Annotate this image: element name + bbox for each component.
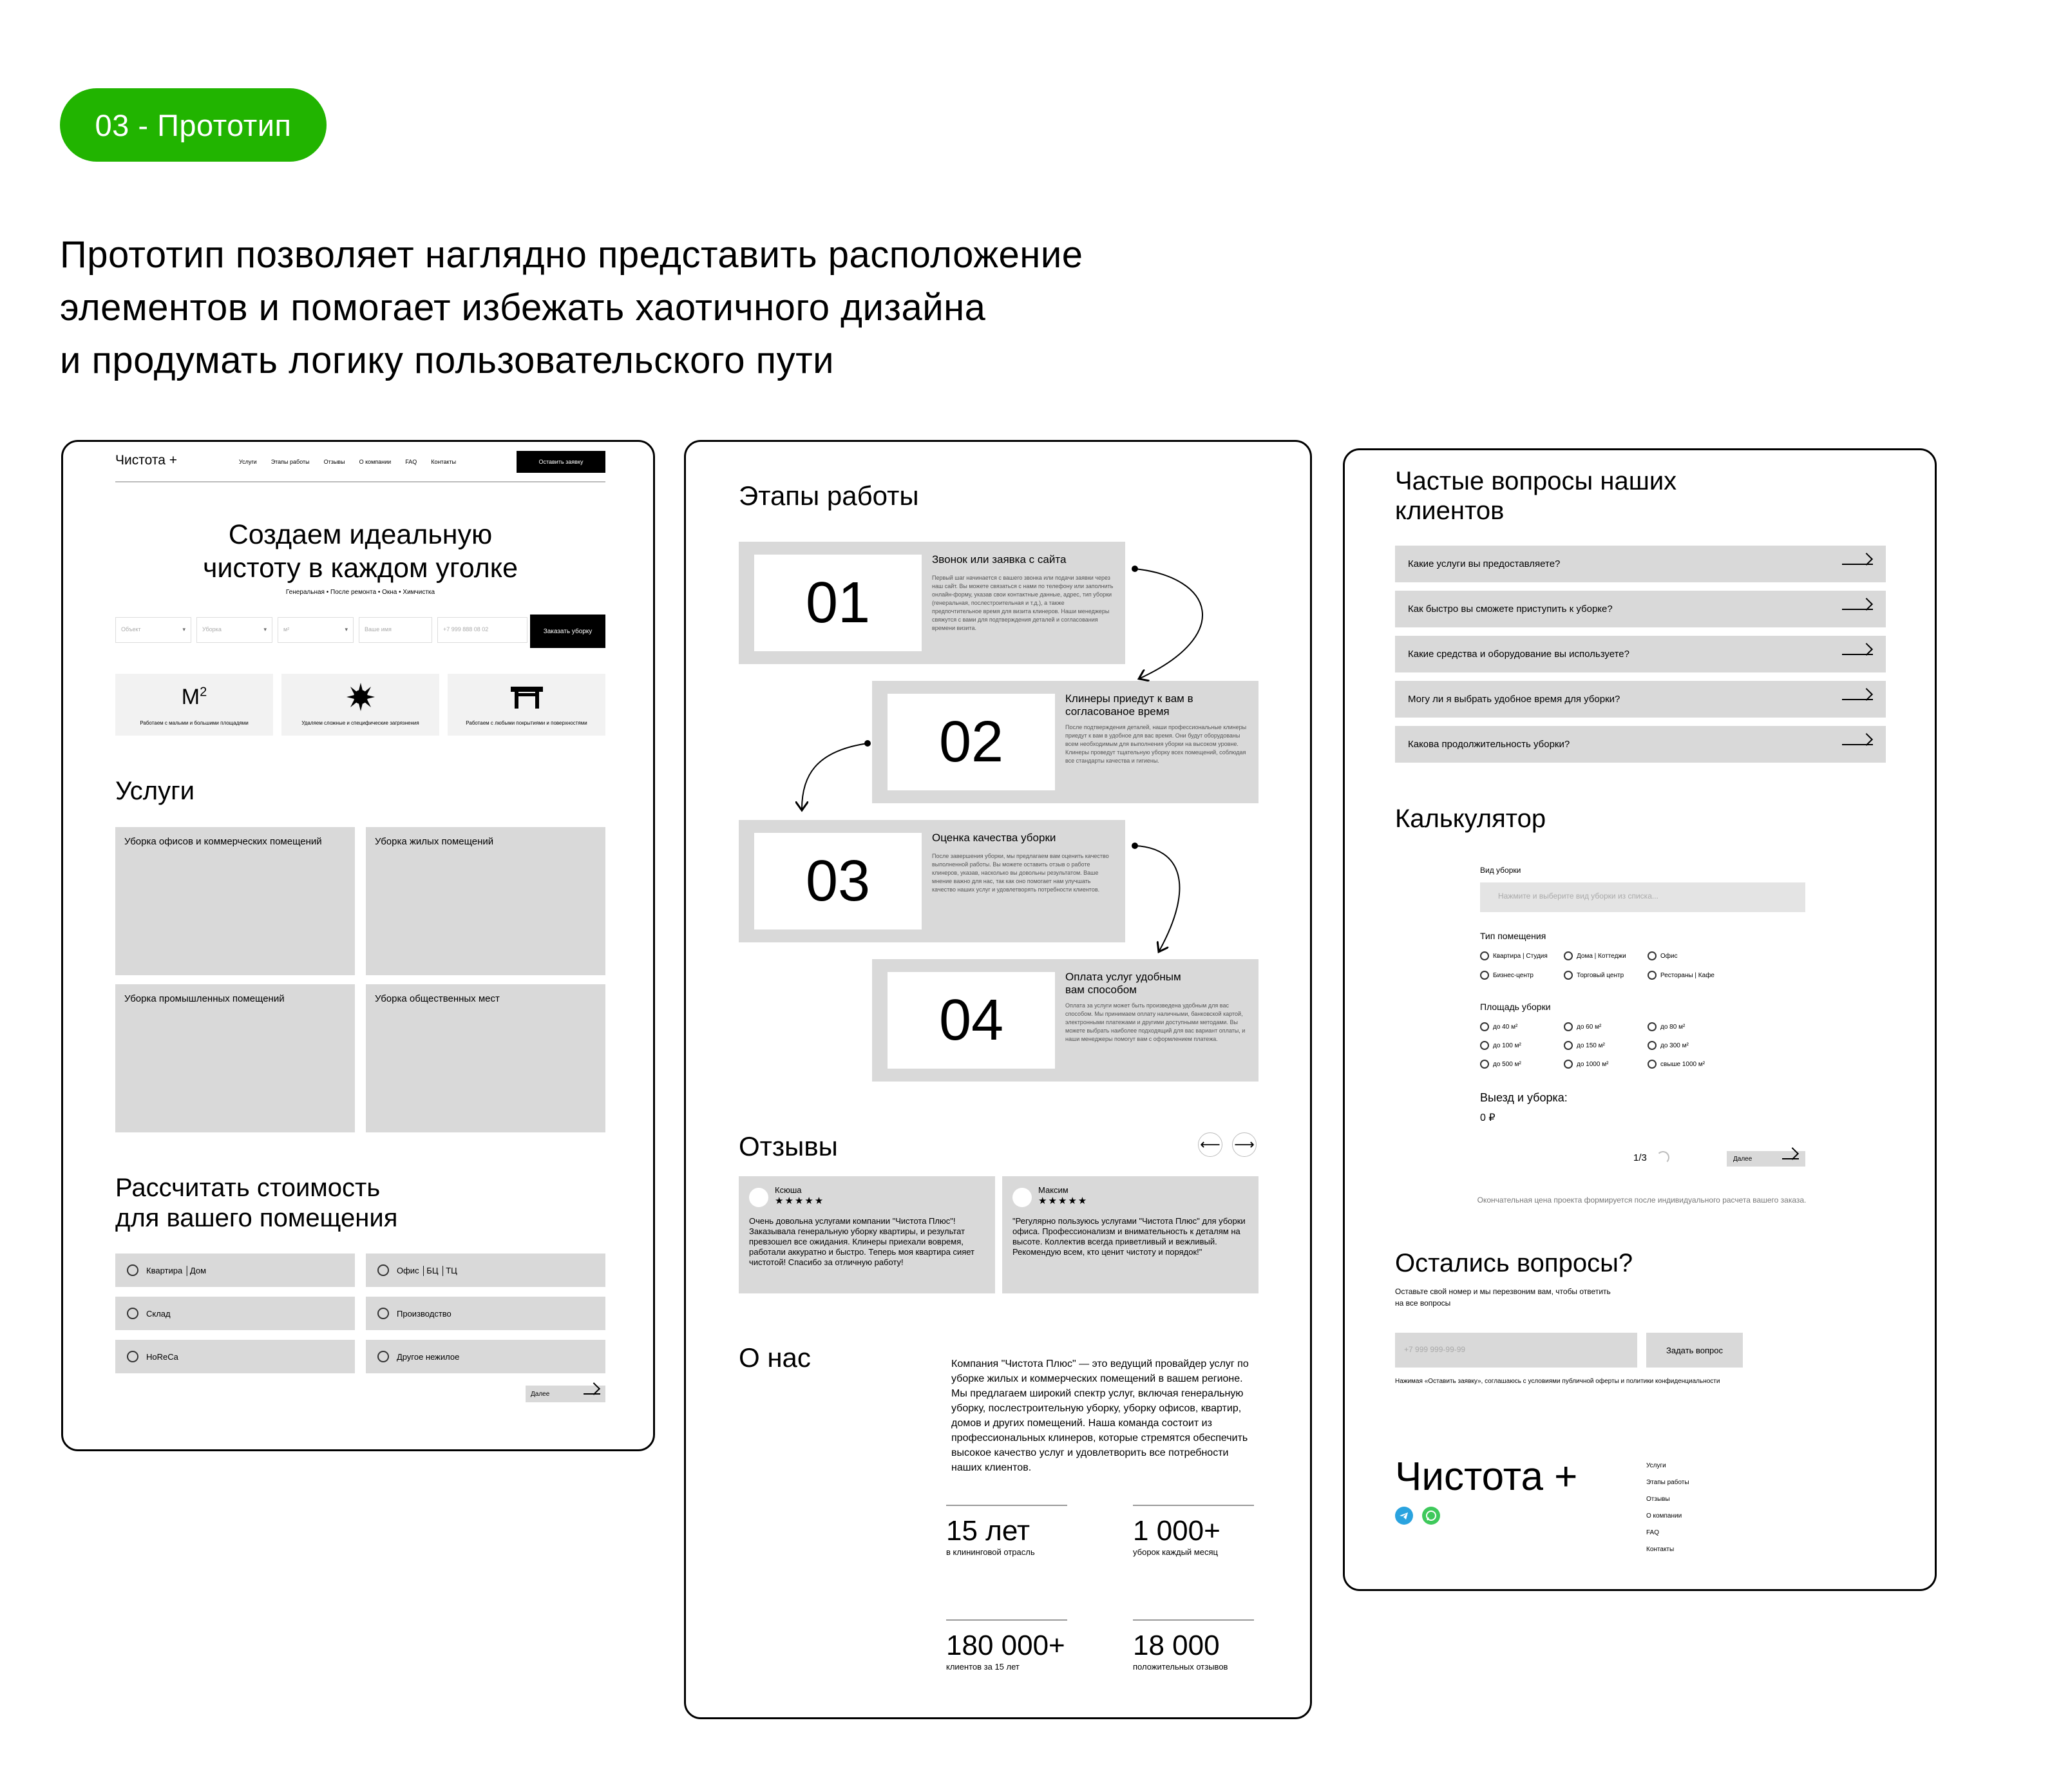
arrow-right-icon bbox=[1842, 744, 1873, 745]
arrow-right-icon bbox=[1842, 564, 1873, 565]
next-button[interactable]: Далее bbox=[1727, 1151, 1805, 1167]
radio-button[interactable] bbox=[377, 1264, 389, 1276]
step-title: Звонок или заявка с сайта bbox=[932, 553, 1067, 566]
room-radio[interactable]: Квартира | Студия bbox=[1480, 951, 1548, 960]
star-rating: ★★★★★ bbox=[775, 1196, 825, 1206]
whatsapp-icon[interactable] bbox=[1422, 1507, 1440, 1525]
arrow-right-icon bbox=[1842, 699, 1873, 700]
cleaning-type-select[interactable]: Нажмите и выберите вид уборки из списка... bbox=[1480, 882, 1805, 912]
service-card[interactable]: Уборка жилых помещений bbox=[366, 827, 605, 975]
calculator-title: Калькулятор bbox=[1395, 805, 1546, 833]
faq-item[interactable]: Какова продолжительность уборки? bbox=[1395, 726, 1886, 763]
questions-title: Остались вопросы? bbox=[1395, 1249, 1633, 1277]
step-number: 02 bbox=[888, 694, 1055, 790]
footer-nav-item[interactable]: Этапы работы bbox=[1646, 1479, 1689, 1486]
prev-arrow-button[interactable]: ⟵ bbox=[1198, 1132, 1222, 1157]
room-radio[interactable]: Офис bbox=[1648, 951, 1678, 960]
review-author: Ксюша bbox=[775, 1185, 802, 1195]
area-radio[interactable]: до 60 м² bbox=[1564, 1022, 1601, 1031]
logo[interactable]: Чистота + bbox=[115, 453, 177, 468]
stat-item: 1 000+ уборок каждый месяц bbox=[1133, 1505, 1254, 1557]
leave-request-button[interactable]: Оставить заявку bbox=[517, 451, 605, 473]
table-icon bbox=[448, 683, 605, 711]
service-card[interactable]: Уборка офисов и коммерческих помещений bbox=[115, 827, 355, 975]
nav-item[interactable]: Услуги bbox=[239, 459, 257, 465]
arrow-right-icon bbox=[1842, 609, 1873, 610]
phone-input[interactable]: +7 999 999-99-99 bbox=[1395, 1333, 1637, 1368]
telegram-icon[interactable] bbox=[1395, 1507, 1413, 1525]
arrow-right-icon bbox=[584, 1393, 600, 1395]
area-select[interactable]: м² ▾ bbox=[278, 617, 354, 643]
type-label: Вид уборки bbox=[1480, 866, 1521, 875]
about-title: О нас bbox=[739, 1342, 811, 1373]
nav-item[interactable]: Этапы работы bbox=[271, 459, 310, 465]
faq-item[interactable]: Могу ли я выбрать удобное время для уборки? bbox=[1395, 681, 1886, 718]
arrow-right-icon bbox=[1782, 1158, 1799, 1159]
radio-button[interactable] bbox=[127, 1308, 138, 1319]
avatar bbox=[749, 1188, 768, 1207]
review-card bbox=[739, 1176, 995, 1293]
step-text: Оплата за услуги может быть произведена удобным для вас способом. Мы принимаем оплату наличными, банковской картой, электронными платежами и другими доступными методами. Вы можете выбрать наиболее подходящий для вас вариант оплаты, и наши менеджеры помогут вам с оформлением платежа. bbox=[1065, 1002, 1246, 1042]
footer-logo[interactable]: Чистота + bbox=[1395, 1454, 1578, 1499]
step-text: Первый шаг начинается с вашего звонка или подачи заявки через наш сайт. Вы можете связаться с нами по телефону или заполнить онлайн-форму, указав свои контактные данные, адрес, тип уборки (генеральная, послестроительная и т.д.), а также предпочтительное время для визита клинеров. Наши менеджеры свяжутся с вами для подтверждения деталей и согласования времени визита. bbox=[932, 575, 1114, 631]
footer-nav-item[interactable]: Контакты bbox=[1646, 1546, 1675, 1553]
review-author: Максим bbox=[1038, 1185, 1068, 1195]
progress-icon bbox=[1657, 1151, 1669, 1164]
area-radio[interactable]: свыше 1000 м² bbox=[1648, 1060, 1705, 1069]
room-radio[interactable]: Торговый центр bbox=[1564, 971, 1624, 980]
step-title: Клинеры приедут к вам в согласованое время bbox=[1065, 692, 1193, 718]
reviews-title: Отзывы bbox=[739, 1131, 838, 1161]
footer-nav bbox=[1646, 1458, 1689, 1558]
nav-item[interactable]: Контакты bbox=[431, 459, 457, 465]
nav-item[interactable]: О компании bbox=[359, 459, 392, 465]
questions-text: Оставьте свой номер и мы перезвоним вам, чтобы ответить на все вопросы bbox=[1395, 1287, 1611, 1308]
intro-text: Прототип позволяет наглядно представить расположение элементов и помогает избежать хаотичного дизайна и продумать логику пользовательского пути bbox=[60, 234, 1083, 381]
step-number: 03 bbox=[754, 833, 922, 929]
room-radio[interactable]: Бизнес-центр bbox=[1480, 971, 1534, 980]
room-radio[interactable]: Дома | Коттеджи bbox=[1564, 951, 1626, 960]
prototype-faq-panel bbox=[1343, 448, 1937, 1591]
order-cleaning-button[interactable]: Заказать уборку bbox=[530, 615, 605, 648]
star-rating: ★★★★★ bbox=[1038, 1196, 1088, 1206]
price-note: Окончательная цена проекта формируется после индивидуального расчета вашего заказа. bbox=[1477, 1196, 1807, 1205]
area-radio[interactable]: до 1000 м² bbox=[1564, 1060, 1608, 1069]
step-number: 04 bbox=[888, 972, 1055, 1069]
services-title: Услуги bbox=[115, 777, 195, 805]
step-text: После завершения уборки, мы предлагаем вам оценить качество выполненной работы. Вы можете оставить отзыв о работе клинеров, указав, насколько вы довольны результатом. Ваше мнение важно для нас, так как оно помогает нам улучшать качество наших услуг и удовлетворять потребности клиентов. bbox=[932, 853, 1109, 893]
result-value: 0 ₽ bbox=[1480, 1112, 1496, 1123]
radio-button[interactable] bbox=[377, 1308, 389, 1319]
service-card[interactable]: Уборка общественных мест bbox=[366, 984, 605, 1132]
area-radio[interactable]: до 300 м² bbox=[1648, 1041, 1689, 1050]
nav-item[interactable]: Отзывы bbox=[323, 459, 345, 465]
area-label: Площадь уборки bbox=[1480, 1002, 1551, 1012]
calc-title: Рассчитать стоимость для вашего помещения bbox=[115, 1174, 398, 1232]
hero-title: Создаем идеальную чистоту в каждом уголке bbox=[203, 519, 518, 584]
step-text: После подтверждения деталей, наши профессиональные клинеры приедут к вам в удобное для вас время. Они будут оборудованы всем необходимым для выполнения уборки на высоком уровне. Клинеры проведут тщательную уборку всех помещений, соблюдая все стандарты качества и гигиены. bbox=[1065, 724, 1247, 764]
footer-nav-item[interactable]: Отзывы bbox=[1646, 1496, 1670, 1503]
footer-nav-item[interactable]: FAQ bbox=[1646, 1529, 1660, 1536]
prototype-home-panel bbox=[61, 440, 655, 1451]
cleaning-select[interactable]: Уборка ▾ bbox=[196, 617, 272, 643]
nav-item[interactable]: FAQ bbox=[405, 459, 417, 465]
stat-item: 18 000 положительных отзывов bbox=[1133, 1619, 1254, 1672]
radio-button[interactable] bbox=[127, 1351, 138, 1362]
room-type-label: Тип помещения bbox=[1480, 931, 1546, 941]
splat-icon bbox=[281, 683, 439, 711]
footer-nav-item[interactable]: О компании bbox=[1646, 1512, 1682, 1520]
m2-icon: $M^2$ bbox=[181, 684, 207, 709]
name-input[interactable]: Ваше имя bbox=[359, 617, 432, 643]
step-number: 01 bbox=[754, 555, 922, 651]
next-button[interactable]: Далее bbox=[526, 1386, 605, 1402]
faq-item[interactable]: Как быстро вы сможете приступить к уборке? bbox=[1395, 591, 1886, 627]
radio-button[interactable] bbox=[127, 1264, 138, 1276]
result-label: Выезд и уборка: bbox=[1480, 1091, 1568, 1104]
area-radio[interactable]: до 100 м² bbox=[1480, 1041, 1521, 1050]
area-radio[interactable]: до 500 м² bbox=[1480, 1060, 1521, 1069]
consent-text: Нажимая «Оставить заявку», соглашаюсь с условиями публичной оферты и политики конфиденциальности bbox=[1395, 1378, 1720, 1385]
ask-question-button[interactable]: Задать вопрос bbox=[1646, 1333, 1743, 1368]
room-option[interactable]: Офис │БЦ │ТЦ bbox=[366, 1253, 605, 1287]
footer-nav-item[interactable]: Услуги bbox=[1646, 1462, 1666, 1469]
room-option[interactable]: Склад bbox=[115, 1297, 355, 1330]
service-card[interactable]: Уборка промышленных помещений bbox=[115, 984, 355, 1132]
feature-card: $M^2$ Работаем с малыми и большими площадями bbox=[115, 674, 273, 736]
phone-input[interactable]: +7 999 888 08 02 bbox=[437, 617, 527, 643]
faq-title: Частые вопросы наших клиентов bbox=[1395, 467, 1677, 525]
avatar bbox=[1012, 1188, 1032, 1207]
room-option[interactable]: HoReCa bbox=[115, 1340, 355, 1373]
room-radio[interactable]: Рестораны | Кафе bbox=[1648, 971, 1714, 980]
header-divider bbox=[115, 481, 605, 482]
faq-item[interactable]: Какие услуги вы предоставляете? bbox=[1395, 546, 1886, 582]
feature-card: Работаем с любыми покрытиями и поверхностями bbox=[448, 674, 605, 736]
step-title: Оплата услуг удобным вам способом bbox=[1065, 971, 1181, 996]
review-text: "Регулярно пользуюсь услугами "Чистота Плюс" для уборки офиса. Профессионализм и внимательность к деталям на высоте. Коллектив всегда приветливый и вежливый. Рекомендую всем, кто ценит чистоту и порядок!" bbox=[1012, 1216, 1246, 1257]
feature-card: Удаляем сложные и специфические загрязнения bbox=[281, 674, 439, 736]
area-radio[interactable]: до 80 м² bbox=[1648, 1022, 1685, 1031]
hero-tags: Генеральная • После ремонта • Окна • Химчистка bbox=[285, 589, 435, 596]
steps-title: Этапы работы bbox=[739, 481, 919, 511]
section-badge: 03 - Прототип bbox=[60, 88, 327, 162]
stat-item: 180 000+ клиентов за 15 лет bbox=[946, 1619, 1067, 1672]
pager: 1/3 bbox=[1633, 1152, 1647, 1163]
area-radio[interactable]: до 40 м² bbox=[1480, 1022, 1517, 1031]
review-text: Очень довольна услугами компании "Чистота Плюс"! Заказывала генеральную уборку квартиры, и результат превзошел все ожидания. Клинеры приехали вовремя, работали аккуратно и быстро. Теперь моя квартира сияет чистотой! Спасибо за отличную работу! bbox=[749, 1216, 975, 1267]
prototype-steps-panel bbox=[684, 440, 1312, 1719]
top-nav bbox=[239, 459, 456, 465]
stat-item: 15 лет в клининговой отрасль bbox=[946, 1505, 1067, 1557]
next-arrow-button[interactable]: ⟶ bbox=[1232, 1132, 1257, 1157]
room-option[interactable]: Производство bbox=[366, 1297, 605, 1330]
area-radio[interactable]: до 150 м² bbox=[1564, 1041, 1605, 1050]
faq-item[interactable]: Какие средства и оборудование вы используете? bbox=[1395, 636, 1886, 672]
room-option[interactable]: Другое нежилое bbox=[366, 1340, 605, 1373]
arrow-right-icon bbox=[1842, 654, 1873, 655]
review-card bbox=[1002, 1176, 1258, 1293]
room-option[interactable]: Квартира │Дом bbox=[115, 1253, 355, 1287]
step-title: Оценка качества уборки bbox=[932, 832, 1056, 844]
radio-button[interactable] bbox=[377, 1351, 389, 1362]
step-connectors bbox=[686, 442, 1312, 1118]
about-text: Компания "Чистота Плюс" — это ведущий провайдер услуг по уборке жилых и коммерческих помещений в вашем регионе. Мы предлагаем широкий спектр услуг, включая генеральную уборку, послестроительную уборку, уборку офисов, квартир, домов и других помещений. Наша команда состоит из профессиональных клинеров, которые стремятся обеспечить высокое качество услуг и удовлетворить все потребности наших клиентов. bbox=[951, 1358, 1249, 1473]
object-select[interactable]: Объект ▾ bbox=[115, 617, 191, 643]
